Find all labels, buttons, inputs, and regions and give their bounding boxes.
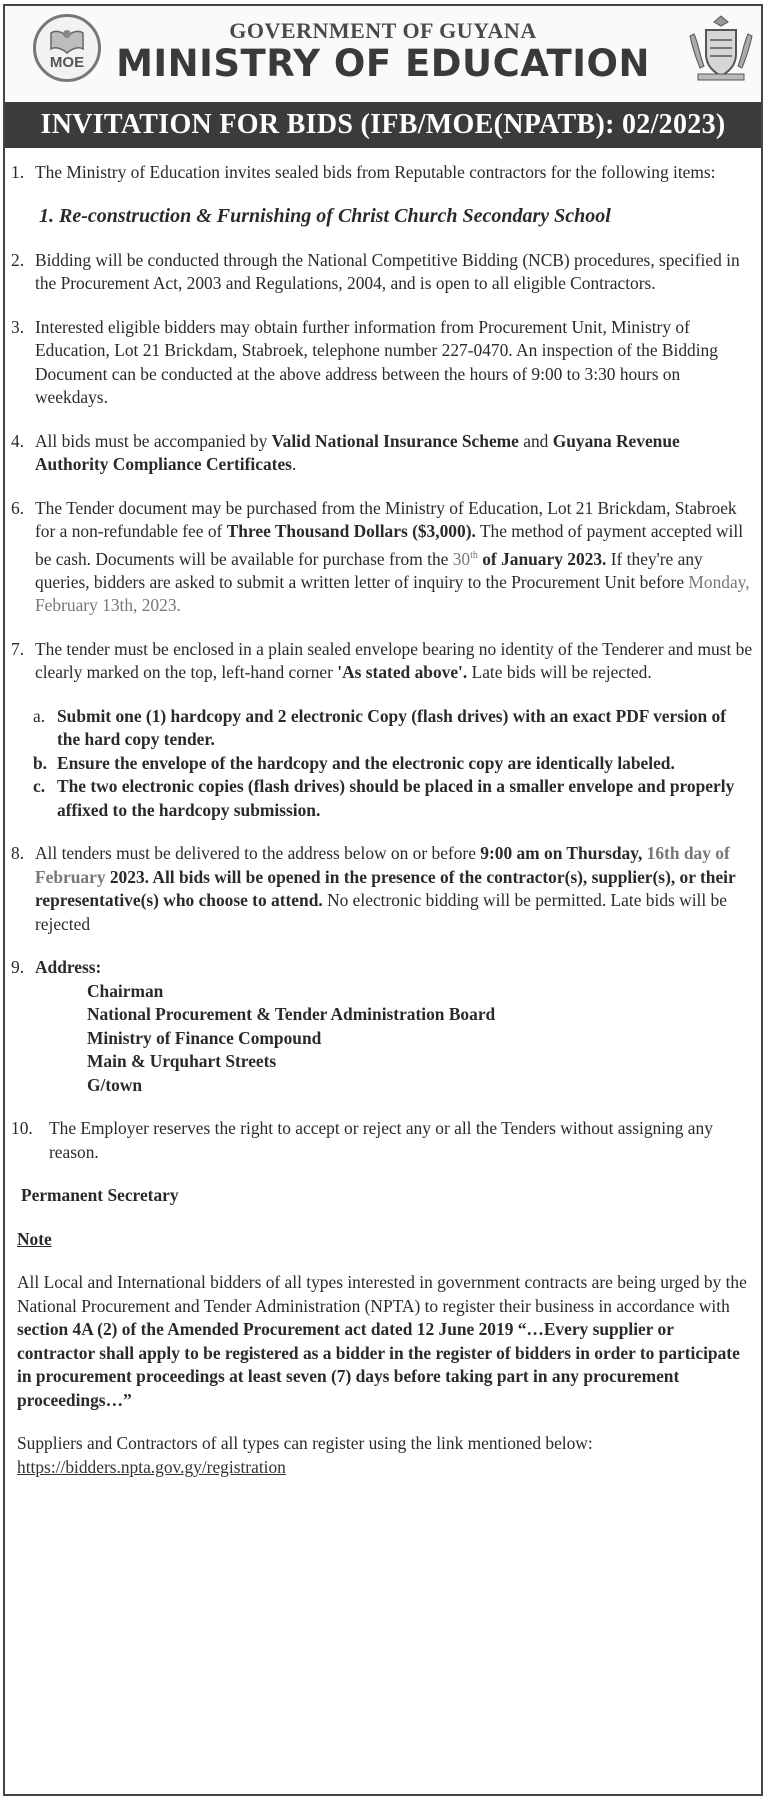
legal-reference: section 4A (2) of the Amended Procurement act dated 12 June 2019 “…Every supplier or contractor shall apply to be registered as a bidder in the register of bidders in order to participate in procurement proceedings at least seven (7) days before taking part in any procurement proceedings…” [17, 1319, 740, 1410]
registration-link[interactable]: https://bidders.npta.gov.gy/registration [17, 1456, 286, 1477]
logo-text: MOE [49, 53, 85, 71]
coat-of-arms-icon [688, 12, 754, 82]
clause-number: 6. [11, 497, 25, 518]
clause-8: 8. All tenders must be delivered to the address below on or before 9:00 am on Thursday, 16th day of February 2023. All bids will be opened in the presence of the contractor(s), supplier(s), or their representative(s) who choose to attend. No electronic bidding will be permitted. Late bids will be rejected [11, 843, 736, 934]
address-line: G/town [87, 1074, 143, 1095]
delivery-time: 9:00 am on Thursday, [480, 843, 643, 864]
address-line: Main & Urquhart Streets [87, 1051, 277, 1072]
clause-number: 9. [11, 957, 25, 978]
registration-text: Suppliers and Contractors of all types can register using the link mentioned below: [17, 1433, 593, 1454]
clause-text: Bidding will be conducted through the National Competitive Bidding (NCB) procedures, specified in the Procurement Act, 2003 and Regulations, 2004, and is open to all eligible Contractors. [35, 249, 740, 293]
lot-item: 1. Re-construction & Furnishing of Christ Church Secondary School [39, 204, 611, 227]
clause-number: 7. [11, 638, 25, 659]
clause-text: Interested eligible bidders may obtain further information from Procurement Unit, Ministry of Education, Lot 21 Brickdam, Stabroek, telephone number 227-0470. An inspection of the Bidding Document can be conducted at the above address between the hours of 9:00 to 3:30 hours on weekdays. [35, 316, 718, 407]
clause-9 [5, 956, 761, 980]
clause-2 [5, 249, 761, 296]
clause-text: The Employer reserves the right to accept or reject any or all the Tenders without assigning any reason. [49, 1118, 713, 1162]
purchase-start-day: 30 [452, 548, 471, 569]
notice-body [5, 161, 761, 1479]
clause-number: 10. [11, 1118, 33, 1139]
advertisement-page [3, 4, 763, 1796]
clause-number: 2. [11, 249, 25, 270]
invitation-title: INVITATION FOR BIDS (IFB/MOE(NPATB): 02/2023) [5, 102, 761, 148]
gra-requirement: Guyana Revenue Authority Compliance Certificates [35, 430, 680, 474]
clause-number: 1. [11, 162, 25, 182]
signatory: Permanent Secretary [21, 1185, 179, 1206]
address-label: Address: [35, 957, 102, 978]
address-line: National Procurement & Tender Administration Board [87, 1004, 496, 1025]
clause-text: The Ministry of Education invites sealed bids from Reputable contractors for the following items: [35, 162, 716, 182]
fee-amount: Three Thousand Dollars ($3,000). [226, 521, 476, 541]
sub-item-c: c. The two electronic copies (flash drives) should be placed in a smaller envelope and properly affixed to the hardcopy submission. [33, 776, 735, 820]
ministry-title: MINISTRY OF EDUCATION [116, 42, 650, 85]
clause-number: 4. [11, 430, 25, 451]
address-line: Chairman [87, 980, 164, 1001]
government-title: GOVERNMENT OF GUYANA [229, 18, 537, 43]
address-line: Ministry of Finance Compound [87, 1027, 322, 1048]
clause-7: 7. The tender must be enclosed in a plain sealed envelope bearing no identity of the Tenderer and must be clearly marked on the top, left-hand corner 'As stated above'. Late bids will be rejected. [11, 638, 753, 683]
purchase-start-month: of January 2023. [477, 548, 607, 569]
nis-requirement: Valid National Insurance Scheme [271, 430, 519, 451]
clause-1 [5, 161, 761, 185]
clause-3 [5, 316, 761, 410]
inquiry-deadline: Monday, February 13th, 2023. [35, 571, 750, 616]
sub-item-a: a. Submit one (1) hardcopy and 2 electronic Copy (flash drives) with an exact PDF version of the hard copy tender. [33, 705, 727, 750]
clause-number: 3. [11, 316, 25, 337]
sub-item-b: b. Ensure the envelope of the hardcopy and the electronic copy are identically labeled. [33, 752, 675, 773]
header [5, 6, 761, 101]
delivery-date: 16th day of February [35, 843, 730, 887]
clause-6: 6. The Tender document may be purchased from the Ministry of Education, Lot 21 Brickdam, Stabroek for a non-refundable fee of Three Thousand Dollars ($3,000). The method of payment accepted will be cash. Documents will be available for purchase from the 30th of January 2023. If they're any queries, bidders are asked to submit a written letter of inquiry to the Procurement Unit before Monday, February 13th, 2023. [11, 497, 750, 616]
clause-10 [5, 1117, 761, 1164]
envelope-marking: 'As stated above'. [337, 662, 468, 683]
clause-number: 8. [11, 843, 25, 864]
clause-4: 4. All bids must be accompanied by Valid National Insurance Scheme and Guyana Revenue Authority Compliance Certificates. [11, 430, 680, 474]
note-text: All Local and International bidders of all types interested in government contracts are being urged by the National Procurement and Tender Administration (NPTA) to register their business in accordance with section 4A (2) of the Amended Procurement act dated 12 June 2019 “…Every supplier or contractor shall apply to be registered as a bidder in the register of bidders in order to participate in procurement proceedings at least seven (7) days before taking part in any procurement proceedings…” [17, 1272, 747, 1410]
note-heading: Note [17, 1228, 52, 1249]
